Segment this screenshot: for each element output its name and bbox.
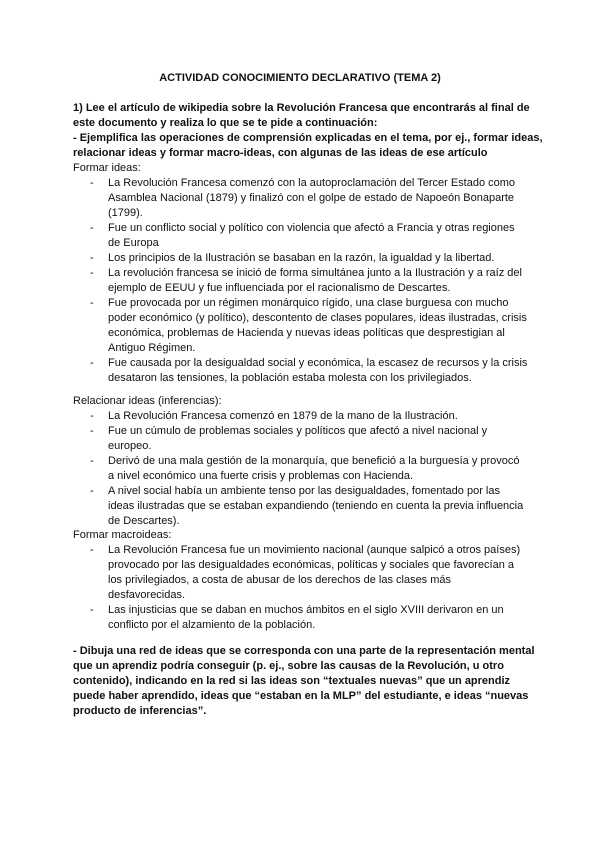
- list-item: - Fue un conflicto social y político con violencia que afectó a Francia y otras regiones de Europa: [73, 221, 528, 251]
- question-1-prompt: 1) Lee el artículo de wikipedia sobre la Revolución Francesa que encontrarás al final de este documento y realiza lo que se te pide a continuación:: [73, 102, 530, 129]
- question-1-task: - Ejemplifica las operaciones de comprensión explicadas en el tema, por ej., formar ideas, relacionar ideas y formar macro-ideas, con algunas de las ideas de ese artículo: [73, 132, 543, 159]
- list-item: - A nivel social había un ambiente tenso por las desigualdades, fomentado por las ideas ilustradas que se estaban expandiendo (teniendo en cuenta la previa influencia de Descartes).: [73, 484, 528, 529]
- list-item: - La revolución francesa se inició de forma simultánea junto a la Ilustración y a raíz del ejemplo de EEUU y fue influenciada por el racionalismo de Descartes.: [73, 266, 528, 296]
- list-item: - La Revolución Francesa comenzó en 1879 de la mano de la Ilustración.: [73, 409, 528, 424]
- formar-ideas-heading: Formar ideas:: [73, 162, 141, 174]
- relacionar-ideas-list: [73, 409, 528, 529]
- macroideas-heading: Formar macroideas:: [73, 529, 172, 541]
- list-item: - Fue causada por la desigualdad social y económica, la escasez de recursos y la crisis desataron las tensiones, la población estaba molesta con los privilegiados.: [73, 356, 528, 386]
- list-item: - Los principios de la Ilustración se basaban en la razón, la igualdad y la libertad.: [73, 251, 528, 266]
- macroideas-list: [73, 543, 528, 633]
- list-item: - Derivó de una mala gestión de la monarquía, que benefició a la burguesía y provocó a nivel económico una fuerte crisis y problemas con Hacienda.: [73, 454, 528, 484]
- list-item: - Fue un cúmulo de problemas sociales y políticos que afectó a nivel nacional y europeo.: [73, 424, 528, 454]
- relacionar-ideas-heading: Relacionar ideas (inferencias):: [73, 395, 222, 407]
- document-title: ACTIVIDAD CONOCIMIENTO DECLARATIVO (TEMA 2): [159, 72, 441, 84]
- list-item: - La Revolución Francesa comenzó con la autoproclamación del Tercer Estado como Asamblea Nacional (1879) y finalizó con el golpe de estado de Napoeón Bonaparte (1799).: [73, 176, 528, 221]
- list-item: - Las injusticias que se daban en muchos ámbitos en el siglo XVIII derivaron en un conflicto por el alzamiento de la población.: [73, 603, 528, 633]
- list-item: - Fue provocada por un régimen monárquico rígido, una clase burguesa con mucho poder económico (y político), descontento de clases populares, ideas ilustradas, crisis económica, problemas de Hacienda y nuevas ideas políticas que desprestigian al Antiguo Régimen.: [73, 296, 528, 356]
- list-item: - La Revolución Francesa fue un movimiento nacional (aunque salpicó a otros países) provocado por las desigualdades económicas, políticas y sociales que favorecían a los privilegiados, a costa de abusar de los derechos de las clases más desfavorecidas.: [73, 543, 528, 603]
- formar-ideas-list: [73, 176, 528, 386]
- question-2-task: - Dibuja una red de ideas que se corresponda con una parte de la representación mental que un aprendiz podría conseguir (p. ej., sobre las causas de la Revolución, u otro contenido), indicando en la red si las ideas son “textuales nuevas” que un aprendiz puede haber aprendido, ideas que “estaban en la MLP” del estudiante, e ideas “nuevas producto de inferencias”.: [73, 645, 535, 717]
